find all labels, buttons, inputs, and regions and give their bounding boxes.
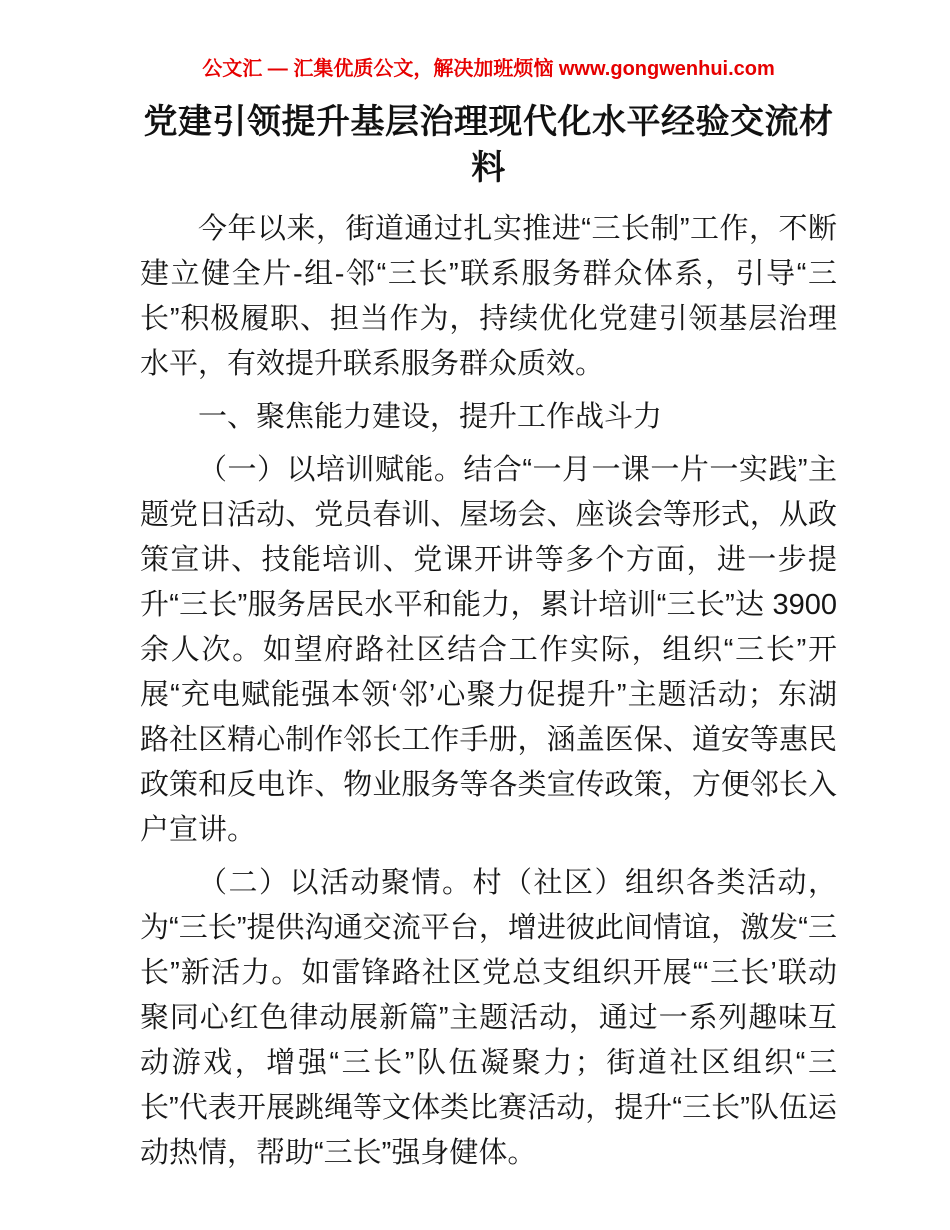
- paragraph-activities: （二）以活动聚情。村（社区）组织各类活动，为“三长”提供沟通交流平台，增进彼此间情谊，激发“三长”新活力。如雷锋路社区党总支组织开展“‘三长’联动聚同心红色律动展新篇”主题活动，通过一系列趣味互动游戏，增强“三长”队伍凝聚力；街道社区组织“三长”代表开展跳绳等文体类比赛活动，提升“三长”队伍运动热情，帮助“三长”强身健体。: [140, 867, 837, 1169]
- section-heading-1: 一、聚焦能力建设，提升工作战斗力: [198, 401, 663, 433]
- header-banner: 公文汇 — 汇集优质公文，解决加班烦恼 www.gongwenhui.com: [202, 58, 775, 80]
- paragraph-intro: 今年以来，街道通过扎实推进“三长制”工作，不断建立健全片-组-邻“三长”联系服务群众体系，引导“三长”积极履职、担当作为，持续优化党建引领基层治理水平，有效提升联系服务群众质效。: [140, 213, 837, 380]
- page-title: 党建引领提升基层治理现代化水平经验交流材料: [143, 103, 834, 187]
- document-body: [140, 207, 837, 1176]
- paragraph-training: （一）以培训赋能。结合“一月一课一片一实践”主题党日活动、党员春训、屋场会、座谈会等形式，从政策宣讲、技能培训、党课开讲等多个方面，进一步提升“三长”服务居民水平和能力，累计培训“三长”达 3900 余人次。如望府路社区结合工作实际，组织“三长”开展“充电赋能强本领‘邻’心聚力促提升”主题活动；东湖路社区精心制作邻长工作手册，涵盖医保、道安等惠民政策和反电诈、物业服务等各类宣传政策，方便邻长入户宣讲。: [140, 454, 837, 846]
